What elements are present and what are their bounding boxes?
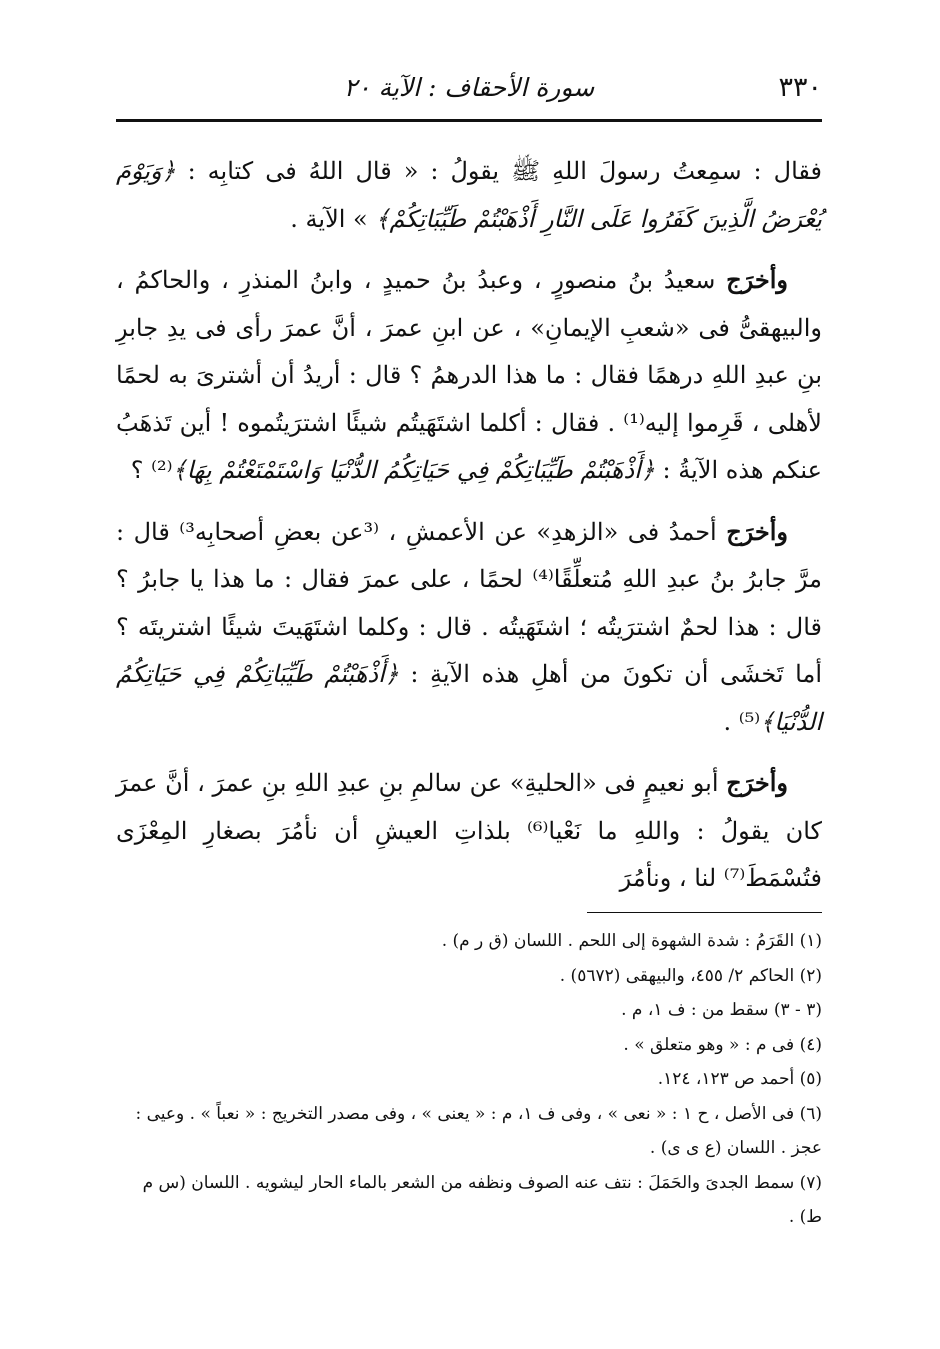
header-rule [116, 119, 822, 122]
paragraph-4-lead: وأخرَج [726, 768, 788, 797]
page-header [116, 70, 822, 110]
paragraph-2-text: سعيدُ بنُ منصورٍ ، وعبدُ بنُ حميدٍ ، وابنُ المنذرِ ، والحاكمُ ، والبيهقىُّ فى «شعبِ الإيمانِ» ، عن ابنِ عمرَ ، أنَّ عمرَ رأى فى يدِ جابرِ بنِ عبدِ اللهِ درهمًا فقال : ما هذا الدرهمُ ؟ قال : أريدُ أن أشترىَ به لحمًا لأهلى ، قَرِموا إليه⁽¹⁾ . فقال : أكلما اشتَهَيتُم شيئًا اشترَيتُموه ! أين تَذهَبُ عنكم هذه الآيةُ : [116, 266, 822, 484]
footnote-7: (٧) سمط الجدىَ والحَمَلَ : نتف عنه الصوف ونظفه من الشعر بالماء الحار ليشويه . اللسان (س م ط) . [142, 1172, 822, 1227]
footnote-4: (٤) فى م : « وهو متعلق » . [623, 1034, 822, 1055]
paragraph-3 [116, 508, 822, 747]
main-text [116, 148, 822, 916]
quran-verse: ﴿وَيَوْمَ يُعْرَضُ الَّذِينَ كَفَرُوا عَلَى النَّارِ أَذْهَبْتُمْ طَيِّبَاتِكُمْ﴾ [116, 157, 822, 233]
footnote-2: (٢) الحاكم ٢/ ٤٥٥، والبيهقى (٥٦٧٢) . [559, 965, 822, 986]
paragraph-3-lead: وأخرَج [726, 516, 789, 546]
quran-verse: ﴿أَذْهَبْتُمْ طَيِّبَاتِكُمْ فِي حَيَاتِكُمُ الدُّنْيَا﴾ [116, 660, 822, 736]
paragraph-2-tail: ⁽²⁾ ؟ [130, 456, 173, 484]
footnote-rule [587, 912, 822, 913]
paragraph-4-text: أبو نعيمٍ فى «الحليةِ» عن سالمِ بنِ عبدِ اللهِ بنِ عمرَ ، أنَّ عمرَ كان يقولُ : واللهِ ما نَعْيا⁽⁶⁾ بلذاتِ العيشِ أن نأمُرَ بصغارِ المِعْزَى فتُسْمَطَ⁽⁷⁾ لنا ، ونأمُرَ [116, 769, 822, 892]
paragraph-1-text: فقال : سمِعتُ رسولَ اللهِ ﷺ يقولُ : « قال اللهُ فى كتابِه : [175, 157, 822, 185]
paragraph-1-tail: » الآية . [290, 204, 376, 233]
paragraph-1 [116, 148, 822, 243]
paragraph-2 [116, 256, 822, 495]
running-title: سورة الأحقاف : الآية ٢٠ [343, 73, 595, 102]
paragraph-3-text: أحمدُ فى «الزهدِ» عن الأعمشِ ، ⁽³عن بعضِ أصحابِه³⁾ قال : مرَّ جابرُ بنُ عبدِ اللهِ مُتعلِّقًا⁽⁴⁾ لحمًا ، على عمرَ فقال : ما هذا يا جابرُ ؟ قال : هذا لحمٌ اشترَيتُه ؛ اشتَهَيتُه . قال : وكلما اشتَهَيتَ شيئًا اشتريتَه ؟ أما تَخشَى أن تكونَ من أهلِ هذه الآيةِ : [116, 517, 822, 688]
quran-verse: ﴿أَذْهَبْتُمْ طَيِّبَاتِكُمْ فِي حَيَاتِكُمُ الدُّنْيَا وَاسْتَمْتَعْتُمْ بِهَا﴾ [172, 456, 655, 484]
footnote-3: (٣ - ٣) سقط من : ف ١، م . [621, 1000, 822, 1020]
footnote-1: (١) القَرَمُ : شدة الشهوة إلى اللحم . اللسان (ق ر م) . [441, 931, 822, 951]
page-number: ٣٣٠ [778, 72, 822, 103]
paragraph-2-lead: وأخرَج [726, 265, 788, 294]
paragraph-3-tail: ⁽⁵⁾ . [723, 707, 761, 736]
footnote-6: (٦) فى الأصل ، ح ١ : « نعى » ، وفى ف ١، م : « يعنى » ، وفى مصدر التخريج : « نعباً » . وعيى : عجز . اللسان (ع ى ى) . [135, 1103, 822, 1158]
footnote-5: (٥) أحمد ص ١٢٣، ١٢٤. [657, 1069, 822, 1089]
paragraph-4 [116, 759, 822, 903]
footnotes [116, 924, 822, 1235]
